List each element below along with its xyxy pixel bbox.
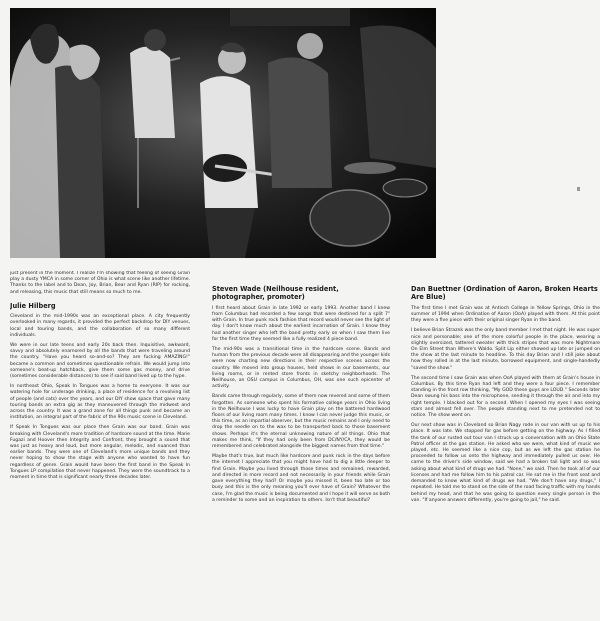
column-2-paragraph-1: I first heard about Grain in late 1992 or early 1993. Another band I knew from Columbus had recorded a few songs that were destined for a split 7" with Grain. In true punk rock fashion that record would never see the light of day. I don't know much about the earliest incarnation of Grain. I know they had another singer who left the band pretty early on when I saw them live for the first time they seemed like a fully realized 4 piece band. [212,305,390,342]
column-3-paragraph-4: Our next show was in Cleveland so Brian Nagy rode in our van with us up to his place. It was late. We stopped for gas before getting on the highway. As I filled the tank of our rusted out tour van I struck up a conversation with an Ohio State Patrol officer at the gas station. He asked who we were, what kind of music we played, etc. He seemed like a nice cop, but as we left the gas station he proceeded to follow us onto the highway and immediately pulled us over. He came to the driver's side window, said we had a broken tail light and so was asking about what kind of drugs we had. "None," we said. Then he took all of our licenses and had me follow him to his patrol car. He sat me in the front seat and demanded to know what kind of drugs we had. "We don't have any drugs," I repeated. He told me to stand on the side of the road facing traffic with my hands behind my head, and that he was going to question every single person in the van. "If anyone answers differently, you're going to jail," he said. [411,423,600,503]
band-performance-photo [10,8,436,258]
column-2-paragraph-4: Maybe that's true, but much like hardcore and punk rock in the days before the internet I appreciate that you might have had to dig a little deeper to find Grain. Maybe you lived through those times and remained, rewarded, and directed in more record and not necessarily in your friends while Grain gave everything they had? Or maybe you missed it, been too late or too busy and this is the only meaning you'll ever have of Grain? Whatever the case, I'm glad the music is being documented and I hope it will serve as both a reminder to some and an inspiration to others. Isn't that beautiful? [212,454,390,503]
steven-wade-heading: Steven Wade (Neilhouse resident, photographer, promoter) [212,285,339,302]
column-3-paragraph-1: The first time I met Grain was at Antioch College in Yellow Springs, Ohio in the summer of 1994 when Ordination of Aaron (OoA) played with them. At this point they were a five piece with their original singer Ryan in the band. [411,305,600,324]
column-1-paragraph-1: Cleveland in the mid-1990s was an exceptional place. A city frequently overlooked in many regards, it provided the perfect backdrop for DIY venues, local and touring bands, and the collaboration of so many different individuals. [10,314,190,338]
column-1-lead-paragraph: just present in the moment. I realize I'm showing that feeling of seeing Grain play a dusty YMCA in some corner of Ohio is what scene like another lifetime. Thanks to the label and to Dean, Joy, Brian, Bear and Ryan (RIP) for rocking, and releasing, this music that still means so much to me. [10,271,190,295]
article-column-1 [10,271,190,616]
julie-hilberg-heading: Julie Hilberg [10,301,56,310]
column-3-paragraph-3: The second time I saw Grain was when OoA played with them at Grain's house in Columbus. By this time Ryan had left and they were a four piece. I remember standing in the front row thinking, "My GOD these guys are LOUD." Seconds later Dean swung his bass into the microphone, sending it through the air and into my right temple. I blacked out for a second. When I opened my eyes I was seeing stars and almost fell over. The people standing next to me pretended not to notice. The show went on. [411,375,600,419]
article-column-2 [212,271,390,616]
dan-buettner-heading: Dan Buettner (Ordination of Aaron, Broken Hearts Are Blue) [411,285,598,302]
column-2-paragraph-2: The mid-90s was a transitional time in the hardcore scene. Bands and human from the previous decade were all disappearing and the younger kids were now charting new directions in their respective scenes across the country. We moved into group houses, held shows in our basements, our living rooms, or in rented store fronts in sketchy neighborhoods. The Neilhouse, an OSU campus in Columbus, OH, was one such epicenter of activity. [212,347,390,390]
column-2-paragraph-3: Bands came through regularly, some of them now revered and some of them forgotten. As someone who spent his formative college years in Ohio living in the Neilhouse I was lucky to have Grain play on the battered hardwood floors of our living room many times. I know I can never judge this music, or this time, as an impartial observer, but the music remains and I only need to drop the needle on to the wax to be transported back to those basement shows. Perhaps it's the eternal unknowing nature of all things. Ohio that makes me think, "If they had only been from DC/NY/CA, they would be remembered and celebrated alongside the biggest names from that time." [212,394,390,450]
photo-scene-icon [10,8,436,258]
page-edge-mark [577,187,580,191]
column-1-paragraph-2: We were in our late teens and early 20s back then. Inquisitive, awkward, savvy and absolutely enamored by all the bands that were traveling around the country. "Have you heard so-and-so? They are fucking AMAZING!" became a common and sometimes questionable refrain. We would jump into someone's beat-up hatchback, give them some gas money, and drive (sometimes considerable distances) to see if said band lived up to the hype. [10,343,190,380]
column-3-paragraph-2: I believe Brian Straznk was the only band member I met that night. He was super nice and personable; one of the more colorful people in the place, wearing a slightly oversized, tattered sweater with thick stripes that was more Nightmare On Elm Street than Where's Waldo. Split Lip either showed up late or jumped on the show at the last minute to headline. To this day Brian and I still joke about how they rolled in at the last minute, borrowed equipment, and single-handedly "saved the show." [411,328,600,371]
column-1-paragraph-3: In northeast Ohio, Speak In Tongues was a home to everyone. It was our watering hole for underage drinking, a place of residence for a revolving list of people (and cats) over the years, and our DIY show space that gave many touring bands an extra gig as they maneuvered through the midwest and across the country. It was a grand zone for all things punk and became an institution, an integral part of the fabric of the 90s music scene in Cleveland. [10,384,190,421]
column-1-paragraph-4: If Speak In Tongues was our place then Grain was our band. Grain was breaking with Cleveland's more tradition of hardcore sound at the time. Marie Fugazi and Hoover then Integrity and Confront, they brought a sound that was just as heavy and loud, but more angular, melodic, and nuanced than earlier bands. They were one of Cleveland's more unique bands and they never hoping to show the stage with anyone who wanted to have fun regardless of genre. Grain would have been the first band in the Speak In Tongues LP compilation that never happened. They were the soundtrack to a moment in time that is significant nearly three decades later. [10,425,190,481]
article-column-3 [411,271,600,616]
